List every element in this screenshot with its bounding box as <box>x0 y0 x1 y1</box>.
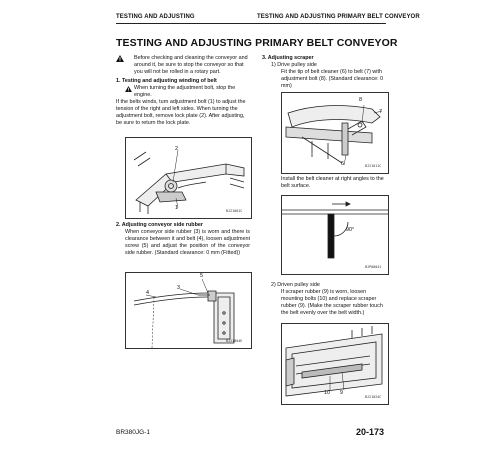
figure-5-id: BJ21024C <box>365 395 382 399</box>
header-rule <box>116 23 386 24</box>
section-3-sub1-label: 1) Drive pulley side <box>271 62 317 68</box>
callout-8: 8 <box>359 97 362 103</box>
figure-belt-winding-adjustment <box>125 137 252 219</box>
section-3-sub1-body: Fit the tip of belt cleaner (6) to belt (7) with adjustment bolt (8). (Standard clearance: 0 mm) <box>281 69 384 89</box>
running-header-right: TESTING AND ADJUSTING PRIMARY BELT CONVEYOR <box>257 14 420 20</box>
page-title: TESTING AND ADJUSTING PRIMARY BELT CONVEYOR <box>116 37 398 49</box>
figure-side-rubber-adjustment <box>125 272 252 349</box>
callout-7: 7 <box>379 109 382 115</box>
warning-icon <box>116 55 124 63</box>
callout-2: 2 <box>175 146 178 152</box>
scraper-install-note: Install the belt cleaner at right angles to the belt surface. <box>281 176 384 189</box>
callout-9: 9 <box>340 390 343 396</box>
figure-driven-pulley-scraper <box>281 323 389 405</box>
figure-3-id: BJ21011C <box>365 164 382 168</box>
section-1-heading: 1. Testing and adjusting winding of belt <box>116 78 217 84</box>
angle-label: 90° <box>346 227 355 233</box>
figure-4-id: BJP00041 <box>365 265 382 269</box>
running-header-left: TESTING AND ADJUSTING <box>116 14 195 20</box>
section-3-sub2-body: If scraper rubber (9) is worn, loosen mounting bolts (10) and replace scraper rubber (9). (Make the scraper rubber touch the belt evenly over the belt width.) <box>281 289 383 316</box>
footer-model: BR380JG-1 <box>116 429 150 436</box>
figure-1-id: BJ21001C <box>226 209 243 213</box>
callout-1: 1 <box>175 205 178 211</box>
figure-2-id: BJ21004E <box>226 339 243 343</box>
warning-intro-text: Before checking and cleaning the conveyor and around it, be sure to stop the conveyor so that you will not be rolled in a rotary part. <box>134 55 248 75</box>
page-number: 20-173 <box>356 427 385 437</box>
section-3-heading: 3. Adjusting scraper <box>262 55 314 61</box>
section-1-warning-text: When turning the adjustment bolt, stop the engine. <box>134 85 236 98</box>
warning-icon <box>125 86 132 93</box>
section-2-body: When conveyor side rubber (3) is worn and there is clearance between it and belt (4), loosen adjustment screw (5) and adjust the position of the conveyor side rubber. (Standard clearance: 0 mm (Fitted)) <box>125 229 250 256</box>
callout-4: 4 <box>146 290 149 296</box>
figure-drive-pulley-scraper <box>281 92 389 174</box>
callout-10: 10 <box>324 390 330 396</box>
callout-3: 3 <box>177 285 180 291</box>
section-3-sub2-label: 2) Driven pulley side <box>271 282 320 288</box>
section-2-heading: 2. Adjusting conveyor side rubber <box>116 222 203 228</box>
callout-5: 5 <box>200 273 203 279</box>
section-1-body: If the belts winds, turn adjustment bolt (1) to adjust the tension of the right and left sides. When turning the adjustment bolt, remove lock plate (2). After adjusting, be sure to return the lock plate. <box>116 99 246 126</box>
figure-cleaner-angle <box>281 195 389 275</box>
callout-6: 6 <box>341 161 344 167</box>
